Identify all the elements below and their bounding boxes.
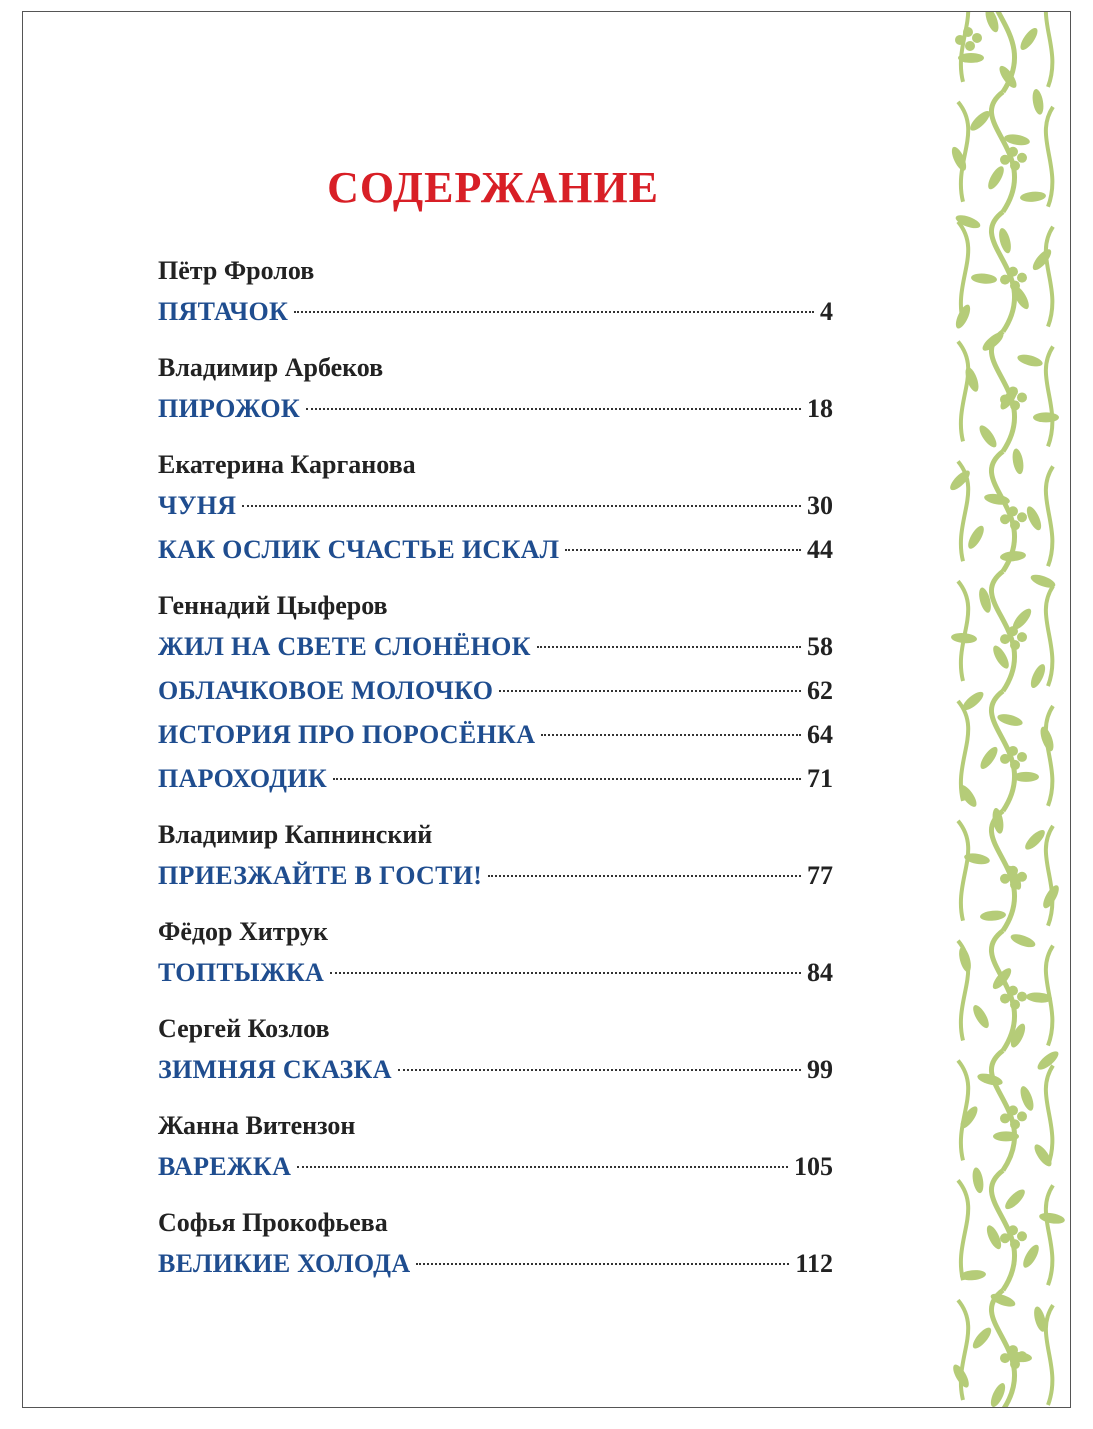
page-number: 99 (807, 1055, 833, 1084)
toc-entry[interactable] (158, 713, 833, 757)
page-number: 112 (795, 1249, 833, 1278)
toc-group (158, 587, 833, 801)
dot-leader (306, 408, 801, 410)
author-name: Софья Прокофьева (158, 1208, 388, 1237)
dot-leader (541, 734, 801, 736)
toc-group (158, 446, 833, 572)
author-name: Владимир Капнинский (158, 820, 433, 849)
toc-group (158, 1010, 833, 1092)
toc-entry[interactable] (158, 387, 833, 431)
toc-entry[interactable] (158, 484, 833, 528)
dot-leader (537, 646, 801, 648)
toc-entry[interactable] (158, 1242, 833, 1286)
toc-entry[interactable] (158, 625, 833, 669)
author-name: Сергей Козлов (158, 1014, 330, 1043)
story-title: ПЯТАЧОК (158, 297, 289, 326)
page-number: 71 (807, 764, 833, 793)
author-name: Жанна Витензон (158, 1111, 356, 1140)
page-title: СОДЕРЖАНИЕ (327, 163, 659, 212)
page-number: 77 (807, 861, 833, 890)
floral-pattern-icon (943, 12, 1070, 1407)
toc-entry[interactable] (158, 528, 833, 572)
dot-leader (330, 972, 801, 974)
story-title: ЗИМНЯЯ СКАЗКА (158, 1055, 392, 1084)
toc-group (158, 349, 833, 431)
author-name: Фёдор Хитрук (158, 917, 328, 946)
story-title: ТОПТЫЖКА (158, 958, 325, 987)
story-title: ВАРЕЖКА (158, 1152, 292, 1181)
toc-group (158, 816, 833, 898)
toc-group (158, 1107, 833, 1189)
story-title: ОБЛАЧКОВОЕ МОЛОЧКО (158, 676, 494, 705)
author-name: Владимир Арбеков (158, 353, 384, 382)
story-title: ИСТОРИЯ ПРО ПОРОСЁНКА (158, 720, 536, 749)
page-number: 105 (794, 1152, 833, 1181)
toc-entry[interactable] (158, 854, 833, 898)
page-number: 30 (807, 491, 833, 520)
dot-leader (294, 311, 814, 313)
toc-entry[interactable] (158, 1048, 833, 1092)
dot-leader (398, 1069, 801, 1071)
story-title: ЖИЛ НА СВЕТЕ СЛОНЁНОК (158, 632, 531, 661)
toc-entry[interactable] (158, 951, 833, 995)
page-number: 64 (807, 720, 833, 749)
story-title: ПИРОЖОК (158, 394, 300, 423)
toc-group (158, 913, 833, 995)
dot-leader (333, 778, 801, 780)
toc-entry[interactable] (158, 290, 833, 334)
author-name: Геннадий Цыферов (158, 591, 388, 620)
page-number: 18 (807, 394, 833, 423)
story-title: ПАРОХОДИК (158, 764, 327, 793)
toc-entry[interactable] (158, 757, 833, 801)
page-number: 62 (807, 676, 833, 705)
page-number: 4 (820, 297, 833, 326)
toc-entry[interactable] (158, 1145, 833, 1189)
story-title: ПРИЕЗЖАЙТЕ В ГОСТИ! (158, 861, 483, 890)
dot-leader (499, 690, 801, 692)
toc-group (158, 252, 833, 334)
author-name: Екатерина Карганова (158, 450, 416, 479)
table-of-contents (158, 252, 833, 1301)
dot-leader (242, 505, 801, 507)
dot-leader (297, 1166, 788, 1168)
toc-entry[interactable] (158, 669, 833, 713)
author-name: Пётр Фролов (158, 256, 315, 285)
page-number: 44 (807, 535, 833, 564)
page-number: 58 (807, 632, 833, 661)
book-page (22, 11, 1071, 1408)
dot-leader (416, 1263, 789, 1265)
toc-group (158, 1204, 833, 1286)
story-title: ВЕЛИКИЕ ХОЛОДА (158, 1249, 411, 1278)
dot-leader (565, 549, 801, 551)
dot-leader (488, 875, 801, 877)
page-number: 84 (807, 958, 833, 987)
story-title: ЧУНЯ (158, 491, 237, 520)
floral-ornament-border (943, 12, 1070, 1407)
story-title: КАК ОСЛИК СЧАСТЬЕ ИСКАЛ (158, 535, 560, 564)
